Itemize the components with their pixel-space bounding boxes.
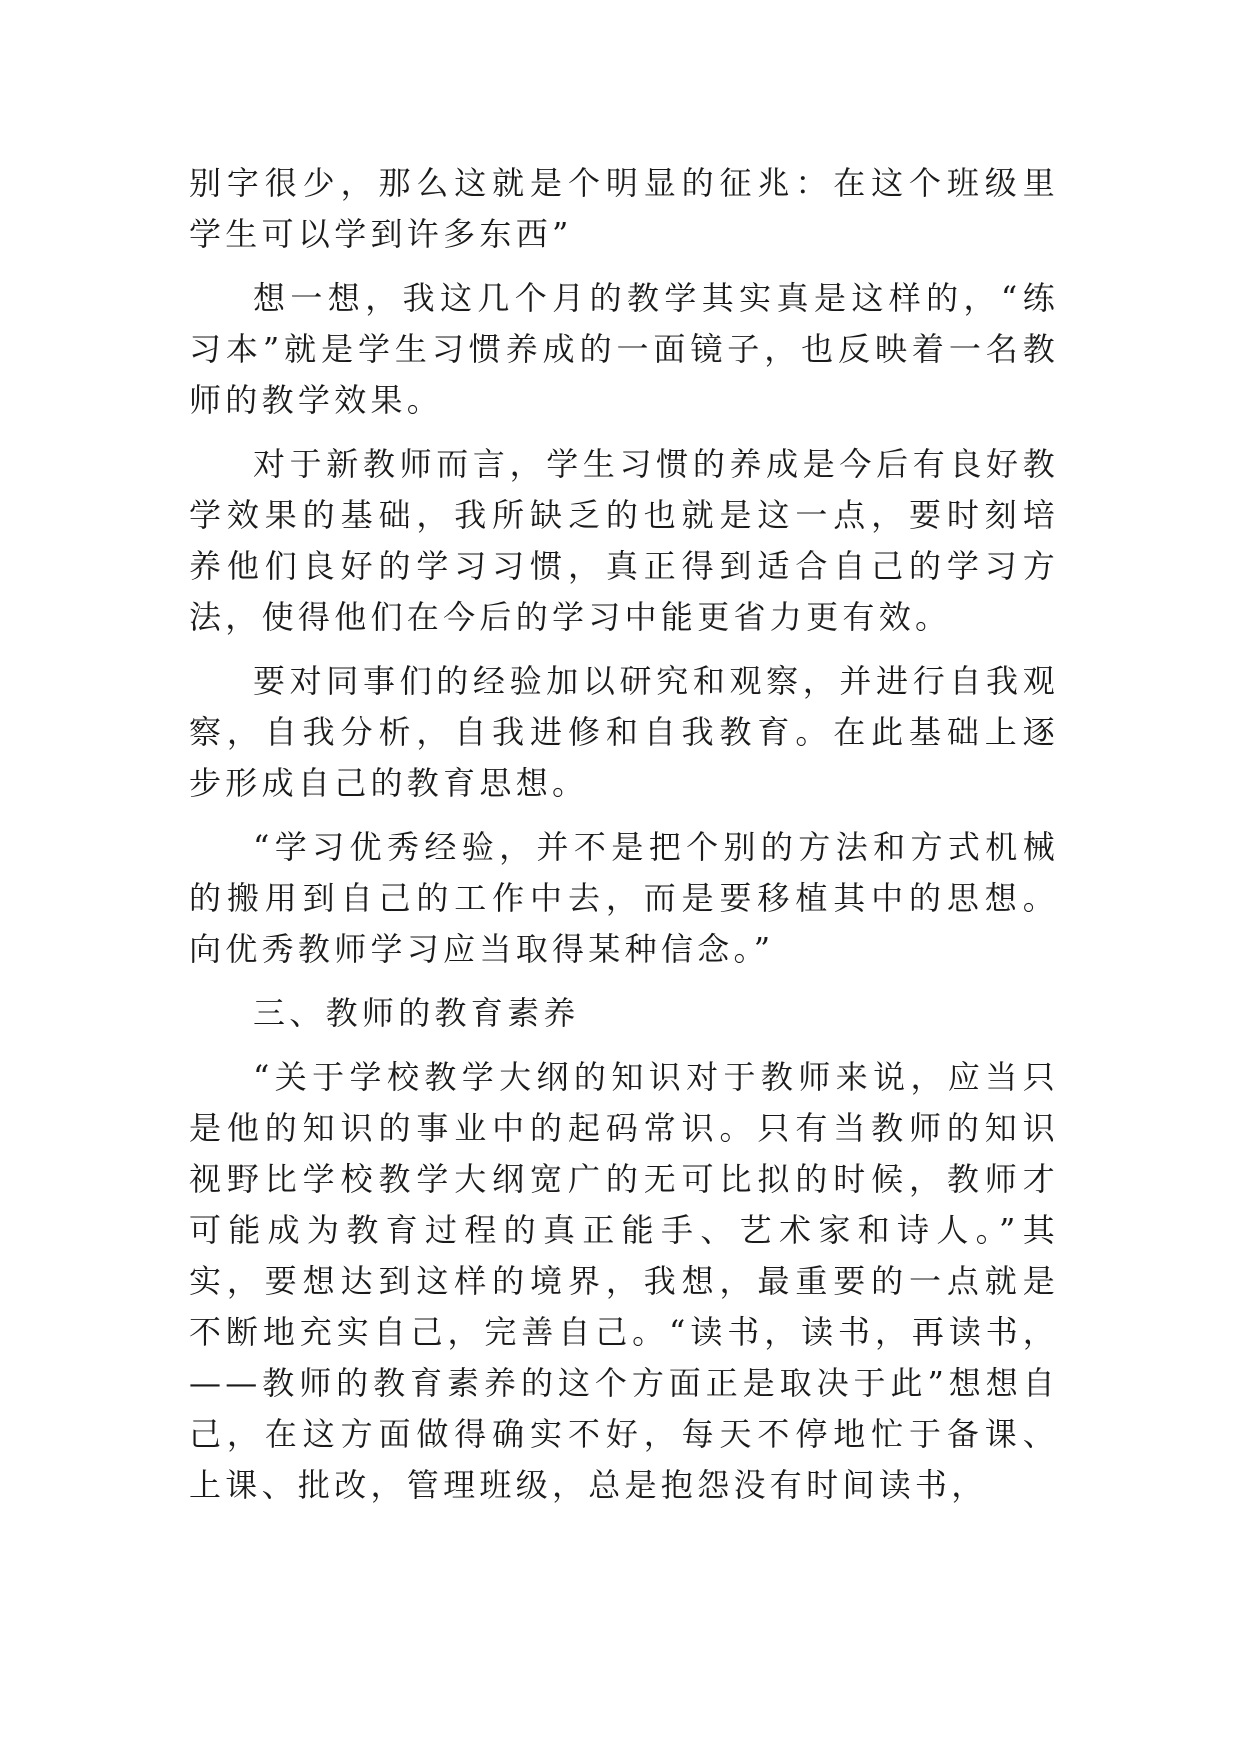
paragraph-continuation: 别字很少，那么这就是个明显的征兆：在这个班级里学生可以学到许多东西”	[189, 164, 1059, 253]
paragraph-colleague-experience: 要对同事们的经验加以研究和观察，并进行自我观察，自我分析，自我进修和自我教育。在此基础上逐步形成自己的教育思想。	[189, 662, 1059, 802]
paragraph-practice-book: 想一想，我这几个月的教学其实真是这样的，“练习本”就是学生习惯养成的一面镜子，也反映着一名教师的教学效果。	[189, 279, 1059, 419]
section-heading-teacher-literacy: 三、教师的教育素养	[253, 994, 580, 1032]
paragraph-learn-excellent-experience: “学习优秀经验，并不是把个别的方法和方式机械的搬用到自己的工作中去，而是要移植其中的思想。向优秀教师学习应当取得某种信念。”	[189, 828, 1059, 968]
paragraph-syllabus-knowledge: “关于学校教学大纲的知识对于教师来说，应当只是他的知识的事业中的起码常识。只有当教师的知识视野比学校教学大纲宽广的无可比拟的时候，教师才可能成为教育过程的真正能手、艺术家和诗人。”其实，要想达到这样的境界，我想，最重要的一点就是不断地充实自己，完善自己。“读书，读书，再读书，——教师的教育素养的这个方面正是取决于此”想想自己，在这方面做得确实不好，每天不停地忙于备课、上课、批改，管理班级，总是抱怨没有时间读书，	[189, 1058, 1059, 1504]
paragraph-new-teacher-habits: 对于新教师而言，学生习惯的养成是今后有良好教学效果的基础，我所缺乏的也就是这一点，要时刻培养他们良好的学习习惯，真正得到适合自己的学习方法，使得他们在今后的学习中能更省力更有效。	[189, 445, 1059, 636]
document-body	[189, 158, 1059, 1511]
